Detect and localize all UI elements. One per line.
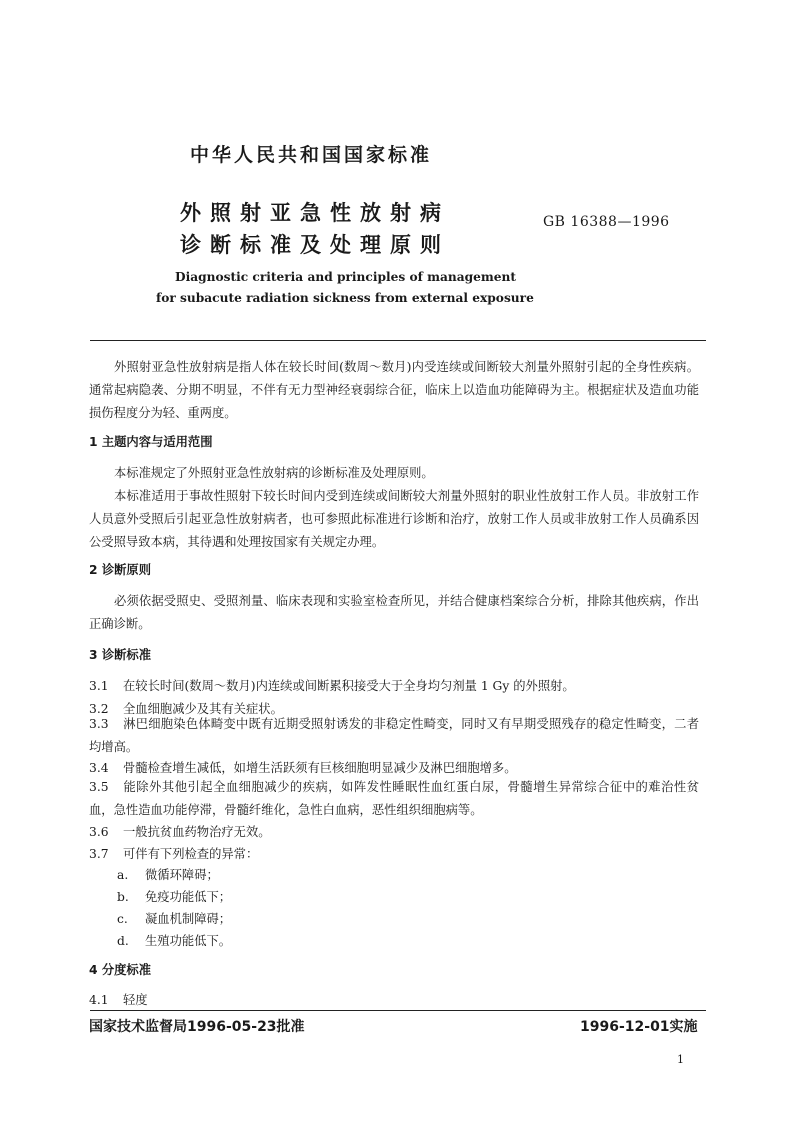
section-1-heading: 1 主题内容与适用范围 [89,435,213,449]
list-item [89,844,258,862]
item-number: 3.6 [89,825,109,839]
item-text: 一般抗贫血药物治疗无效。 [123,825,271,839]
item-number: 3.7 [89,847,109,861]
section-4-heading: 4 分度标准 [89,963,152,977]
sub-item-text: 生殖功能低下。 [145,934,232,948]
section-1-paragraph-2: 本标准适用于事故性照射下较长时间内受到连续或间断较大剂量外照射的职业性放射工作人员。非放射工作人员意外受照后引起亚急性放射病者，也可参照此标准进行诊断和治疗，放射工作人员或非放射工作人员确系因公受照导致本病，其待遇和处理按国家有关规定办理。 [89,489,699,549]
item-text: 骨髓检查增生减低，如增生活跃须有巨核细胞明显减少及淋巴细胞增多。 [123,761,517,775]
item-number: 3.5 [89,780,109,794]
list-item [89,758,517,776]
sub-item-mark: a. [117,868,129,882]
item-text: 淋巴细胞染色体畸变中既有近期受照射诱发的非稳定性畸变，同时又有早期受照残存的稳定性畸变，二者均增高。 [89,717,699,754]
sub-item [117,931,231,949]
sub-item-mark: c. [117,912,128,926]
item-text: 全血细胞减少及其有关症状。 [123,702,283,716]
standard-org-title: 中华人民共和国国家标准 [190,144,433,166]
item-number: 3.3 [89,717,109,731]
sub-item-text: 凝血机制障碍； [145,912,232,926]
gb-code: GB 16388—1996 [543,214,670,230]
intro-paragraph: 外照射亚急性放射病是指人体在较长时间(数周～数月)内受连续或间断较大剂量外照射引起的全身性疾病。通常起病隐袭、分期不明显，不伴有无力型神经衰弱综合征，临床上以造血功能障碍为主。根据症状及造血功能损伤程度分为轻、重两度。 [89,360,699,420]
item-text: 可伴有下列检查的异常： [123,847,259,861]
list-item [89,713,699,759]
item-number: 3.1 [89,679,109,693]
item-number: 3.2 [89,702,109,716]
item-number: 4.1 [89,993,109,1007]
english-title-line1: Diagnostic criteria and principles of management [175,270,517,284]
footer-divider [90,1010,706,1011]
list-item [89,990,148,1008]
section-2-heading: 2 诊断原则 [89,563,152,577]
sub-item-text: 免疫功能低下； [145,890,232,904]
list-item [89,776,699,822]
sub-item-mark: d. [117,934,129,948]
section-1-paragraph-1: 本标准规定了外照射亚急性放射病的诊断标准及处理原则。 [114,466,434,480]
english-title-line2: for subacute radiation sickness from external exposure [156,291,534,305]
top-divider [90,340,706,341]
sub-item [117,887,231,905]
item-number: 3.4 [89,761,109,775]
list-item [89,676,575,694]
item-text: 能除外其他引起全血细胞减少的疾病，如阵发性睡眠性血红蛋白尿，骨髓增生异常综合征中的难治性贫血，急性造血功能停滞，骨髓纤维化，急性白血病，恶性组织细胞病等。 [89,780,699,817]
effective-date: 1996-12-01实施 [580,1019,698,1035]
sub-item [117,865,219,883]
approval-statement: 国家技术监督局1996-05-23批准 [89,1019,305,1035]
item-text: 在较长时间(数周～数月)内连续或间断累积接受大于全身均匀剂量 1 Gy 的外照射。 [123,679,575,693]
doc-title-line2: 诊断标准及处理原则 [180,233,450,257]
sub-item-mark: b. [117,890,129,904]
section-2-paragraph: 必须依据受照史、受照剂量、临床表现和实验室检查所见，并结合健康档案综合分析，排除其他疾病，作出正确诊断。 [89,594,699,631]
sub-item-text: 微循环障碍； [145,868,219,882]
sub-item [117,909,231,927]
page-number: 1 [677,1053,684,1066]
item-text: 轻度 [123,993,148,1007]
doc-title-line1: 外照射亚急性放射病 [180,201,450,225]
list-item [89,822,271,840]
section-3-heading: 3 诊断标准 [89,648,152,662]
